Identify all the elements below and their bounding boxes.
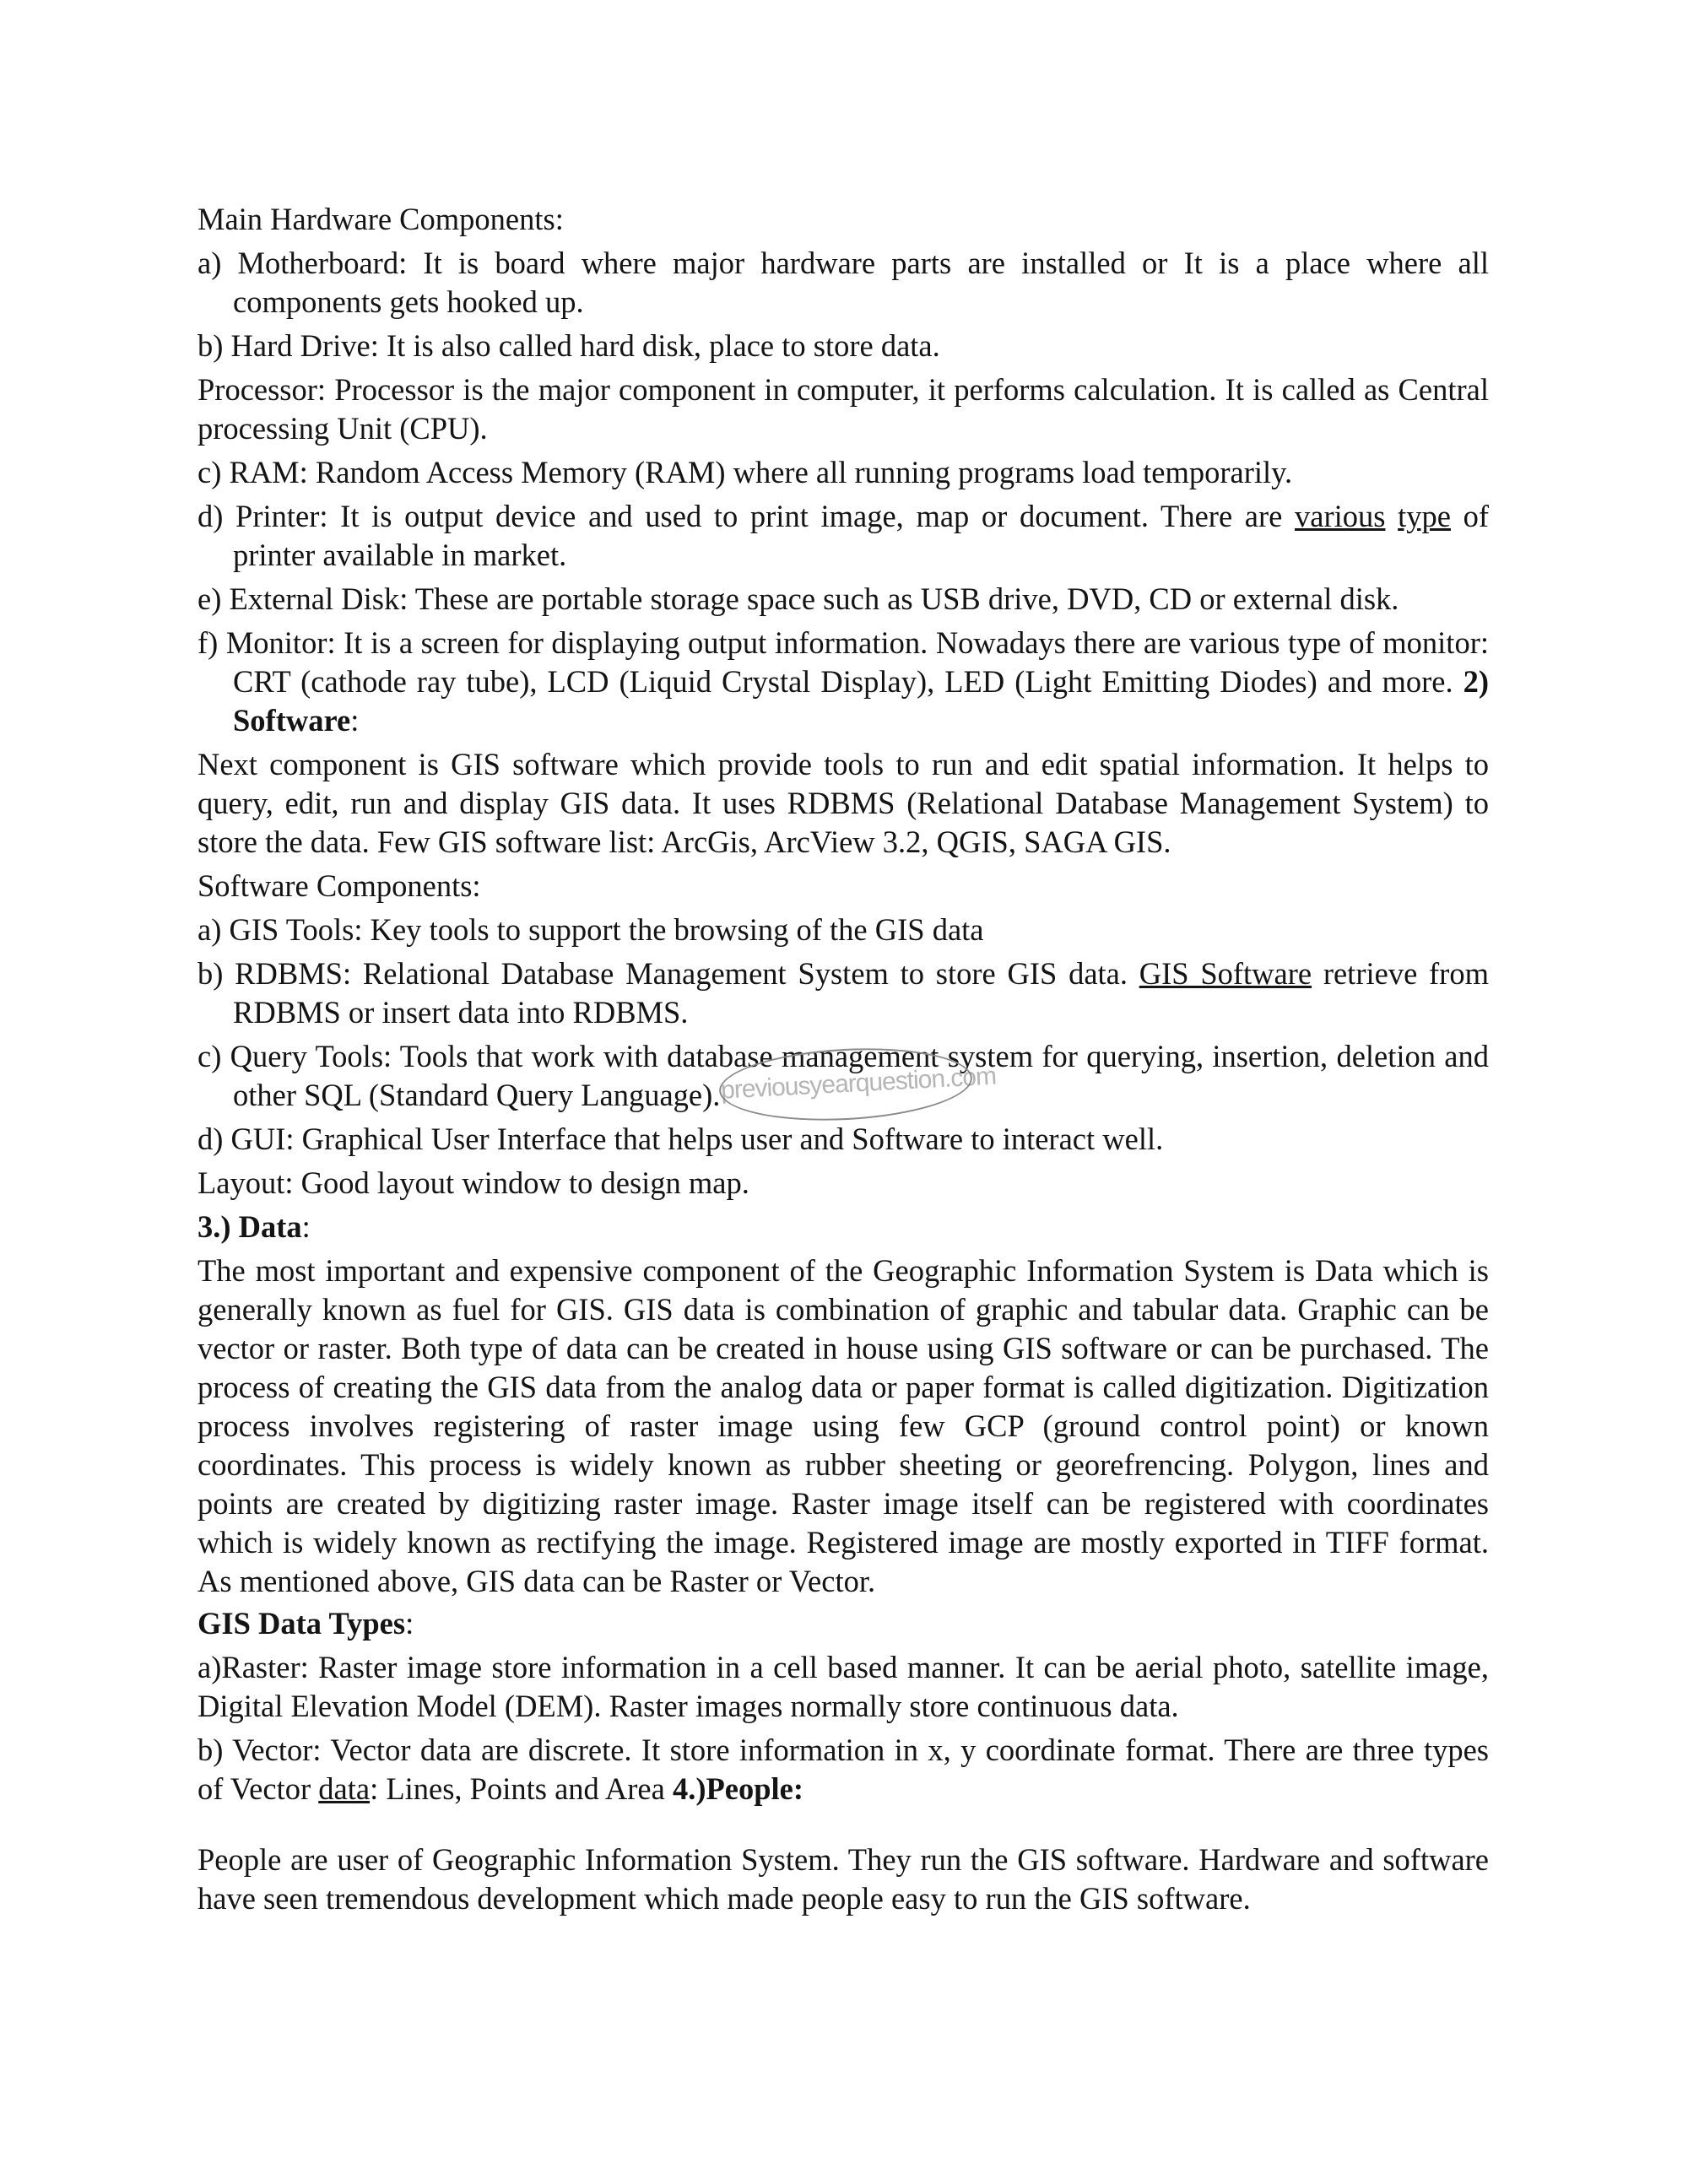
underlined-type: type (1398, 499, 1451, 533)
vector-paragraph (197, 1731, 1489, 1808)
data-paragraph: The most important and expensive component of the Geographic Information System is Data which is generally known as fuel for GIS. GIS data is combination of graphic and tabular data. Graphic can be vector or raster. Both type of data can be created in house using GIS software or can be purchased. The process of creating the GIS data from the analog data or paper format is called digitization. Digitization process involves registering of raster image using few GCP (ground control point) or known coordinates. This process is widely known as rubber sheeting or georefrencing. Polygon, lines and points are created by digitizing raster image. Raster image itself can be registered with coordinates which is widely known as rectifying the image. Registered image are mostly exported in TIFF format. As mentioned above, GIS data can be Raster or Vector. (197, 1253, 1489, 1598)
processor-paragraph: Processor: Processor is the major component in computer, it performs calculation. It is called as Central processing Unit (CPU). (197, 372, 1489, 446)
gis-data-types-colon: : (405, 1606, 414, 1641)
hardware-item-hard-drive: b) Hard Drive: It is also called hard disk, place to store data. (197, 328, 940, 363)
software-components-heading: Software Components: (197, 868, 481, 903)
hardware-heading: Main Hardware Components: (197, 202, 564, 236)
software-item-rdbms (197, 954, 1489, 1032)
people-section-heading: 4.)People: (672, 1771, 804, 1806)
data-heading-colon: : (301, 1209, 311, 1244)
software-item-gis-tools: a) GIS Tools: Key tools to support the browsing of the GIS data (197, 912, 984, 947)
printer-text: d) Printer: It is output device and used to print image, map or document. There are (197, 499, 1295, 533)
software-section-heading: 2) Software (233, 664, 1489, 738)
data-heading-bold: 3.) Data (197, 1209, 302, 1244)
gis-data-types-heading (197, 1604, 1489, 1643)
software-item-query-tools: c) Query Tools: Tools that work with database management system for querying, insertion, deletion and other SQL (Standard Query Language). (197, 1039, 1489, 1112)
hardware-item-printer (197, 497, 1489, 575)
vector-text-end: : Lines, Points and Area (370, 1771, 673, 1806)
printer-text-end: of printer available in market. (233, 499, 1490, 572)
hardware-item-monitor (197, 624, 1489, 740)
hardware-item-external-disk: e) External Disk: These are portable storage space such as USB drive, DVD, CD or external disk. (197, 581, 1399, 616)
rdbms-text: b) RDBMS: Relational Database Management System to store GIS data. (197, 956, 1139, 991)
software-intro-paragraph: Next component is GIS software which provide tools to run and edit spatial information. It helps to query, edit, run and display GIS data. It uses RDBMS (Relational Database Management System) to store the data. Few GIS software list: ArcGis, ArcView 3.2, QGIS, SAGA GIS. (197, 747, 1489, 859)
rdbms-text-end: retrieve from RDBMS or insert data into RDBMS. (233, 956, 1489, 1030)
underlined-various: various (1295, 499, 1386, 533)
hardware-item-ram: c) RAM: Random Access Memory (RAM) where all running programs load temporarily. (197, 455, 1293, 489)
people-paragraph: People are user of Geographic Information System. They run the GIS software. Hardware and software have seen tremendous development which made people easy to run the GIS software. (197, 1842, 1489, 1916)
underlined-gis-software: GIS Software (1139, 956, 1312, 991)
printer-space (1385, 499, 1398, 533)
monitor-text: f) Monitor: It is a screen for displaying output information. Nowadays there are various type of monitor: CRT (cathode ray tube), LCD (Liquid Crystal Display), LED (Light Emitting Diodes) and more. (197, 625, 1489, 699)
data-section-heading (197, 1208, 1489, 1246)
watermark-stamp: previousyearquestion.com (717, 1042, 974, 1127)
vector-text: b) Vector: Vector data are discrete. It store information in x, y coordinate format. There are three types of Vector (197, 1733, 1489, 1806)
raster-paragraph: a)Raster: Raster image store information in a cell based manner. It can be aerial photo, satellite image, Digital Elevation Model (DEM). Raster images normally store continuous data. (197, 1650, 1489, 1723)
software-heading-colon: : (350, 703, 360, 738)
layout-paragraph: Layout: Good layout window to design map. (197, 1165, 749, 1200)
underlined-data: data (318, 1771, 371, 1806)
document-body (197, 200, 1489, 1923)
software-item-gui: d) GUI: Graphical User Interface that helps user and Software to interact well. (197, 1122, 1164, 1156)
hardware-item-motherboard: a) Motherboard: It is board where major hardware parts are installed or It is a place where all components gets hooked up. (197, 246, 1489, 319)
gis-data-types-bold: GIS Data Types (197, 1606, 406, 1641)
